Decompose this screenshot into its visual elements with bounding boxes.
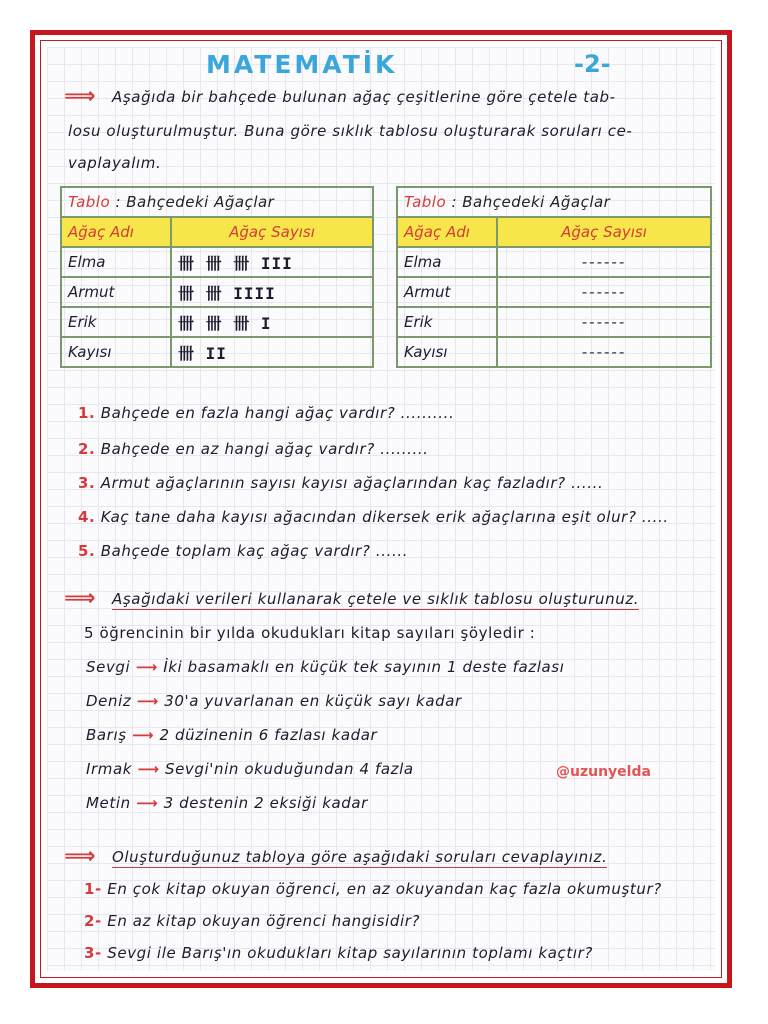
- table-row: [61, 247, 373, 277]
- table-row: [61, 307, 373, 337]
- question-3: 3. Armut ağaçlarının sayısı kayısı ağaçlarından kaç fazladır? ......: [78, 474, 604, 492]
- answer-blank[interactable]: ------: [497, 307, 711, 337]
- table-row: [397, 337, 711, 367]
- section-2-heading: Aşağıdaki verileri kullanarak çetele ve sıklık tablosu oluşturunuz.: [112, 590, 640, 608]
- right-arrow-icon: ⟶: [136, 794, 159, 812]
- double-arrow-icon: ⟹: [64, 586, 96, 611]
- question-1: 1. Bahçede en fazla hangi ağaç vardır? ..........: [78, 404, 455, 422]
- question-5: 5. Bahçede toplam kaç ağaç vardır? ......: [78, 542, 409, 560]
- intro-line-1: Aşağıda bir bahçede bulunan ağaç çeşitlerine göre çetele tab-: [112, 88, 616, 106]
- student-item-sevgi: Sevgi ⟶ İki basamaklı en küçük tek sayının 1 deste fazlası: [86, 658, 565, 676]
- section-2-intro: 5 öğrencinin bir yılda okudukları kitap sayıları şöyledir :: [84, 624, 536, 642]
- column-header-tree-count: Ağaç Sayısı: [497, 217, 711, 247]
- tree-name: Kayısı: [397, 337, 497, 367]
- page-number: -2-: [574, 50, 611, 78]
- final-question-1: 1- En çok kitap okuyan öğrenci, en az okuyandan kaç fazla okumuştur?: [84, 880, 662, 898]
- table-row: [397, 277, 711, 307]
- right-arrow-icon: ⟶: [136, 692, 159, 710]
- section-3-heading: Oluşturduğunuz tabloya göre aşağıdaki soruları cevaplayınız.: [112, 848, 608, 866]
- tree-name: Erik: [397, 307, 497, 337]
- student-item-deniz: Deniz ⟶ 30'a yuvarlanan en küçük sayı kadar: [86, 692, 462, 710]
- tree-name: Armut: [397, 277, 497, 307]
- tree-name: Armut: [61, 277, 171, 307]
- question-2: 2. Bahçede en az hangi ağaç vardır? .........: [78, 440, 429, 458]
- double-arrow-icon: ⟹: [64, 844, 96, 869]
- column-header-tree-count: Ağaç Sayısı: [171, 217, 373, 247]
- answer-blank[interactable]: ------: [497, 337, 711, 367]
- column-header-tree-name: Ağaç Adı: [61, 217, 171, 247]
- student-item-metin: Metin ⟶ 3 destenin 2 eksiği kadar: [86, 794, 368, 812]
- answer-blank[interactable]: ------: [497, 247, 711, 277]
- right-arrow-icon: ⟶: [137, 760, 160, 778]
- tally-marks: 卌 卌 卌 I: [171, 307, 373, 337]
- watermark: @uzunyelda: [556, 764, 651, 780]
- final-question-3: 3- Sevgi ile Barış'ın okudukları kitap sayılarının toplamı kaçtır?: [84, 944, 593, 962]
- answer-blank[interactable]: ------: [497, 277, 711, 307]
- student-item-baris: Barış ⟶ 2 düzinenin 6 fazlası kadar: [86, 726, 378, 744]
- page-title: MATEMATİK: [206, 50, 398, 79]
- question-4: 4. Kaç tane daha kayısı ağacından dikersek erik ağaçlarına eşit olur? .....: [78, 508, 669, 526]
- intro-line-2: losu oluşturulmuştur. Buna göre sıklık tablosu oluşturarak soruları ce-: [68, 122, 633, 140]
- frequency-table: [396, 186, 712, 368]
- tally-marks: 卌 卌 IIII: [171, 277, 373, 307]
- right-arrow-icon: ⟶: [135, 658, 158, 676]
- tally-marks: 卌 卌 卌 III: [171, 247, 373, 277]
- tree-name: Erik: [61, 307, 171, 337]
- double-arrow-icon: ⟹: [64, 84, 96, 109]
- table-row: [397, 247, 711, 277]
- table-caption: Tablo : Bahçedeki Ağaçlar: [61, 187, 373, 217]
- tree-name: Elma: [397, 247, 497, 277]
- table-row: [397, 307, 711, 337]
- tree-name: Kayısı: [61, 337, 171, 367]
- intro-line-3: vaplayalım.: [68, 154, 162, 172]
- right-arrow-icon: ⟶: [132, 726, 155, 744]
- table-caption: Tablo : Bahçedeki Ağaçlar: [397, 187, 711, 217]
- tally-table: [60, 186, 374, 368]
- student-item-irmak: Irmak ⟶ Sevgi'nin okuduğundan 4 fazla: [86, 760, 414, 778]
- table-row: [61, 337, 373, 367]
- tally-marks: 卌 II: [171, 337, 373, 367]
- table-row: [61, 277, 373, 307]
- tree-name: Elma: [61, 247, 171, 277]
- column-header-tree-name: Ağaç Adı: [397, 217, 497, 247]
- final-question-2: 2- En az kitap okuyan öğrenci hangisidir?: [84, 912, 421, 930]
